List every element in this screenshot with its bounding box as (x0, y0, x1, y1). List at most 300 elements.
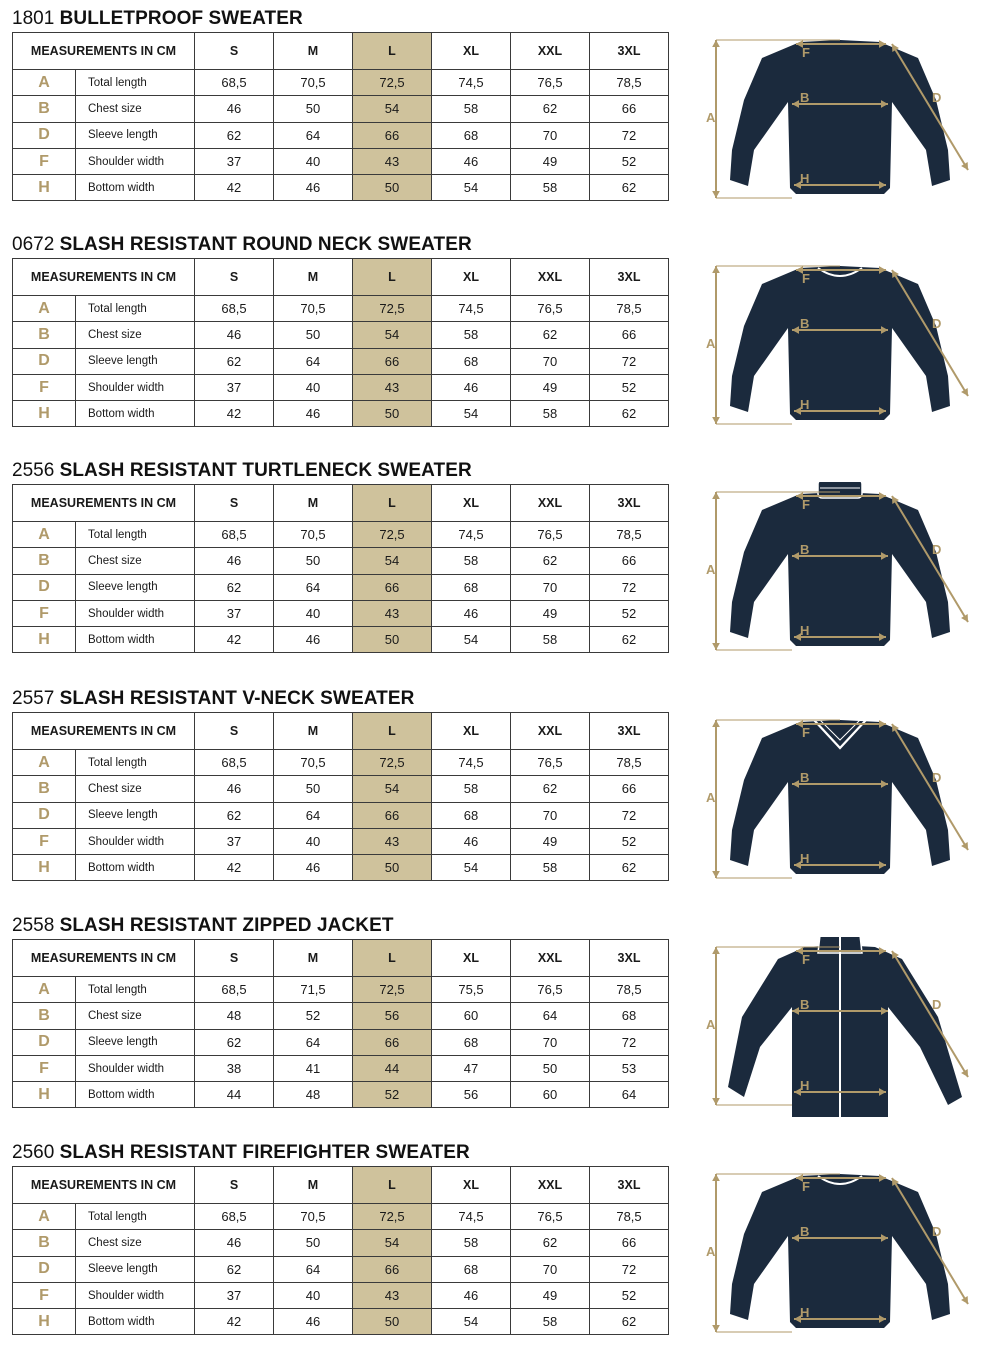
measurement-row (13, 1055, 669, 1081)
product-title (12, 8, 303, 30)
measurement-value: 46 (432, 828, 511, 854)
measurement-value: 78,5 (590, 750, 669, 776)
measurement-value: 76,5 (511, 296, 590, 322)
measurement-value: 66 (590, 1230, 669, 1256)
measurement-value: 68,5 (195, 1204, 274, 1230)
measurement-value: 70 (511, 1029, 590, 1055)
figure-label-h: H (800, 1078, 810, 1093)
size-header-xl: XL (432, 713, 511, 750)
measurement-value: 56 (432, 1082, 511, 1108)
measurement-value: 64 (274, 574, 353, 600)
figure-label-b: B (800, 542, 810, 557)
measurement-value: 64 (590, 1082, 669, 1108)
measurement-value: 70,5 (274, 70, 353, 96)
size-header-l: L (353, 713, 432, 750)
figure-label-d: D (932, 770, 942, 785)
measurement-value: 72,5 (353, 1204, 432, 1230)
measurement-letter: A (13, 1204, 76, 1230)
figure-label-a: A (706, 790, 716, 805)
total-length-arrow-head (712, 492, 720, 499)
size-header-row (13, 940, 669, 977)
measurement-value: 49 (511, 1282, 590, 1308)
size-table (12, 939, 669, 1108)
product-title (12, 688, 414, 710)
measurement-value: 41 (274, 1055, 353, 1081)
figure-label-h: H (800, 851, 810, 866)
figure-label-a: A (706, 1244, 716, 1259)
measurements-header: MEASUREMENTS IN CM (13, 940, 195, 977)
measurement-row (13, 1282, 669, 1308)
measurement-value: 46 (432, 1282, 511, 1308)
sweater-illustration (700, 256, 980, 436)
measurement-value: 46 (274, 401, 353, 427)
size-header-3xl: 3XL (590, 940, 669, 977)
size-header-s: S (195, 1167, 274, 1204)
measurement-value: 46 (274, 175, 353, 201)
measurement-value: 72,5 (353, 70, 432, 96)
measurement-row (13, 1256, 669, 1282)
measurement-value: 76,5 (511, 522, 590, 548)
measurement-label: Chest size (76, 96, 195, 122)
measurement-value: 50 (274, 776, 353, 802)
size-header-xxl: XXL (511, 259, 590, 296)
measurement-value: 70 (511, 574, 590, 600)
measurement-value: 49 (511, 148, 590, 174)
measurement-value: 53 (590, 1055, 669, 1081)
product-title (12, 1142, 470, 1164)
measurement-value: 68 (432, 122, 511, 148)
measurement-value: 62 (511, 96, 590, 122)
size-header-xl: XL (432, 485, 511, 522)
size-header-row (13, 259, 669, 296)
total-length-arrow-head (712, 1325, 720, 1332)
size-table (12, 258, 669, 427)
measurement-value: 46 (432, 148, 511, 174)
measurement-value: 58 (432, 96, 511, 122)
measurements-header: MEASUREMENTS IN CM (13, 33, 195, 70)
measurement-row (13, 776, 669, 802)
garment-figure (700, 710, 980, 890)
product-section (0, 460, 992, 675)
product-code: 2560 (12, 1142, 55, 1163)
measurement-value: 62 (195, 574, 274, 600)
measurement-value: 70 (511, 348, 590, 374)
measurement-value: 64 (274, 802, 353, 828)
measurement-value: 50 (274, 548, 353, 574)
measurement-row (13, 175, 669, 201)
measurement-label: Shoulder width (76, 600, 195, 626)
measurement-row (13, 522, 669, 548)
measurement-row (13, 1029, 669, 1055)
size-header-3xl: 3XL (590, 713, 669, 750)
measurement-label: Bottom width (76, 401, 195, 427)
measurement-value: 58 (432, 322, 511, 348)
size-header-s: S (195, 33, 274, 70)
measurement-value: 70 (511, 802, 590, 828)
measurement-letter: A (13, 977, 76, 1003)
measurement-value: 72 (590, 802, 669, 828)
sweater-body (730, 40, 950, 194)
size-header-m: M (274, 33, 353, 70)
measurement-value: 64 (274, 122, 353, 148)
measurement-value: 74,5 (432, 522, 511, 548)
size-header-s: S (195, 713, 274, 750)
measurement-value: 66 (590, 322, 669, 348)
measurement-value: 76,5 (511, 1204, 590, 1230)
measurement-value: 72,5 (353, 522, 432, 548)
measurement-value: 72 (590, 574, 669, 600)
measurement-letter: D (13, 348, 76, 374)
measurement-letter: H (13, 855, 76, 881)
measurement-row (13, 70, 669, 96)
measurement-value: 52 (590, 148, 669, 174)
sweater-illustration (700, 937, 980, 1117)
product-name: SLASH RESISTANT ROUND NECK SWEATER (59, 234, 472, 255)
measurement-value: 74,5 (432, 1204, 511, 1230)
measurement-label: Sleeve length (76, 1029, 195, 1055)
figure-label-f: F (802, 1179, 810, 1194)
measurement-value: 52 (590, 1282, 669, 1308)
measurement-label: Chest size (76, 1230, 195, 1256)
size-header-m: M (274, 1167, 353, 1204)
product-section (0, 8, 992, 223)
measurement-value: 68 (432, 1029, 511, 1055)
measurement-value: 58 (432, 548, 511, 574)
measurement-label: Sleeve length (76, 1256, 195, 1282)
product-name: SLASH RESISTANT V-NECK SWEATER (59, 688, 415, 709)
measurement-value: 37 (195, 148, 274, 174)
measurement-value: 52 (274, 1003, 353, 1029)
measurement-label: Bottom width (76, 855, 195, 881)
measurement-value: 44 (195, 1082, 274, 1108)
measurement-value: 58 (511, 627, 590, 653)
measurement-value: 78,5 (590, 70, 669, 96)
measurement-value: 66 (353, 802, 432, 828)
measurement-label: Bottom width (76, 175, 195, 201)
measurement-row (13, 600, 669, 626)
measurement-label: Shoulder width (76, 828, 195, 854)
measurement-letter: A (13, 70, 76, 96)
figure-label-d: D (932, 90, 942, 105)
measurement-value: 68,5 (195, 70, 274, 96)
measurement-value: 46 (195, 776, 274, 802)
measurement-row (13, 1204, 669, 1230)
measurement-value: 48 (195, 1003, 274, 1029)
measurement-label: Bottom width (76, 627, 195, 653)
measurement-letter: B (13, 1230, 76, 1256)
size-header-xl: XL (432, 1167, 511, 1204)
figure-label-d: D (932, 997, 942, 1012)
measurement-value: 70,5 (274, 522, 353, 548)
total-length-arrow-head (712, 1098, 720, 1105)
measurement-value: 75,5 (432, 977, 511, 1003)
measurement-value: 49 (511, 600, 590, 626)
product-section (0, 234, 992, 449)
measurement-label: Sleeve length (76, 348, 195, 374)
measurement-value: 46 (274, 627, 353, 653)
measurement-value: 54 (432, 401, 511, 427)
total-length-arrow-head (712, 871, 720, 878)
size-header-3xl: 3XL (590, 259, 669, 296)
measurement-value: 72,5 (353, 296, 432, 322)
measurement-value: 43 (353, 600, 432, 626)
measurement-value: 46 (274, 1309, 353, 1335)
product-name: SLASH RESISTANT TURTLENECK SWEATER (59, 460, 472, 481)
measurement-letter: H (13, 175, 76, 201)
measurement-value: 68 (432, 1256, 511, 1282)
measurement-row (13, 122, 669, 148)
garment-figure (700, 482, 980, 662)
measurement-value: 68 (432, 348, 511, 374)
measurement-letter: D (13, 1256, 76, 1282)
measurements-header: MEASUREMENTS IN CM (13, 713, 195, 750)
measurement-value: 70,5 (274, 1204, 353, 1230)
measurement-value: 64 (274, 1029, 353, 1055)
measurement-value: 64 (274, 1256, 353, 1282)
measurement-value: 43 (353, 1282, 432, 1308)
size-table (12, 32, 669, 201)
size-table (12, 484, 669, 653)
measurement-value: 52 (353, 1082, 432, 1108)
measurement-letter: B (13, 322, 76, 348)
measurement-value: 62 (511, 1230, 590, 1256)
measurement-letter: A (13, 296, 76, 322)
measurement-value: 40 (274, 374, 353, 400)
sweater-body (730, 492, 950, 646)
measurement-value: 54 (432, 1309, 511, 1335)
size-header-m: M (274, 713, 353, 750)
measurement-value: 50 (511, 1055, 590, 1081)
product-code: 0672 (12, 234, 55, 255)
measurement-value: 46 (195, 1230, 274, 1256)
size-header-xxl: XXL (511, 33, 590, 70)
measurement-value: 72 (590, 348, 669, 374)
measurement-value: 52 (590, 374, 669, 400)
measurement-value: 40 (274, 148, 353, 174)
size-header-row (13, 33, 669, 70)
measurement-value: 37 (195, 1282, 274, 1308)
measurement-row (13, 148, 669, 174)
measurement-value: 48 (274, 1082, 353, 1108)
total-length-arrow-head (712, 266, 720, 273)
total-length-arrow-head (712, 191, 720, 198)
measurement-value: 76,5 (511, 750, 590, 776)
product-name: SLASH RESISTANT ZIPPED JACKET (59, 915, 394, 936)
sweater-body (730, 720, 950, 874)
total-length-arrow-head (712, 40, 720, 47)
measurement-value: 66 (590, 96, 669, 122)
measurement-value: 66 (353, 122, 432, 148)
size-table (12, 1166, 669, 1335)
measurement-letter: B (13, 96, 76, 122)
figure-label-h: H (800, 623, 810, 638)
measurement-letter: B (13, 776, 76, 802)
measurement-value: 46 (274, 855, 353, 881)
figure-label-h: H (800, 1305, 810, 1320)
measurement-label: Bottom width (76, 1082, 195, 1108)
size-header-xxl: XXL (511, 1167, 590, 1204)
measurement-value: 58 (511, 175, 590, 201)
product-code: 2557 (12, 688, 55, 709)
measurement-value: 50 (353, 401, 432, 427)
figure-label-b: B (800, 90, 810, 105)
product-section (0, 688, 992, 903)
garment-figure (700, 1164, 980, 1344)
measurement-letter: B (13, 548, 76, 574)
measurement-value: 66 (353, 574, 432, 600)
measurement-value: 46 (195, 96, 274, 122)
measurement-letter: H (13, 627, 76, 653)
measurement-value: 62 (590, 627, 669, 653)
measurement-value: 58 (432, 1230, 511, 1256)
measurement-value: 50 (353, 175, 432, 201)
product-section (0, 1142, 992, 1357)
measurement-value: 62 (195, 1029, 274, 1055)
sweater-illustration (700, 482, 980, 662)
garment-figure (700, 937, 980, 1117)
measurement-value: 70 (511, 1256, 590, 1282)
measurement-value: 62 (195, 348, 274, 374)
measurement-value: 47 (432, 1055, 511, 1081)
measurement-row (13, 574, 669, 600)
total-length-arrow-head (712, 947, 720, 954)
measurement-value: 60 (432, 1003, 511, 1029)
measurement-value: 50 (274, 322, 353, 348)
measurement-value: 43 (353, 148, 432, 174)
product-code: 1801 (12, 8, 55, 29)
measurement-value: 72,5 (353, 750, 432, 776)
total-length-arrow-head (712, 1174, 720, 1181)
measurement-value: 68 (432, 802, 511, 828)
measurement-value: 50 (274, 1230, 353, 1256)
total-length-arrow-head (712, 417, 720, 424)
measurement-value: 72 (590, 1256, 669, 1282)
measurement-value: 72,5 (353, 977, 432, 1003)
measurement-value: 46 (432, 374, 511, 400)
measurement-value: 58 (432, 776, 511, 802)
size-header-m: M (274, 259, 353, 296)
measurement-value: 37 (195, 828, 274, 854)
measurement-row (13, 828, 669, 854)
size-header-row (13, 1167, 669, 1204)
measurement-value: 62 (590, 401, 669, 427)
size-header-xxl: XXL (511, 485, 590, 522)
measurement-row (13, 296, 669, 322)
measurement-value: 62 (195, 1256, 274, 1282)
measurement-value: 64 (274, 348, 353, 374)
measurement-label: Chest size (76, 548, 195, 574)
measurement-value: 52 (590, 600, 669, 626)
sweater-illustration (700, 710, 980, 890)
measurement-value: 44 (353, 1055, 432, 1081)
measurement-value: 54 (353, 322, 432, 348)
measurement-value: 42 (195, 1309, 274, 1335)
measurement-value: 40 (274, 1282, 353, 1308)
measurement-value: 62 (195, 122, 274, 148)
measurement-row (13, 348, 669, 374)
measurement-value: 70,5 (274, 750, 353, 776)
product-title (12, 234, 472, 256)
measurement-letter: H (13, 401, 76, 427)
figure-label-f: F (802, 725, 810, 740)
measurement-value: 38 (195, 1055, 274, 1081)
figure-label-a: A (706, 336, 716, 351)
measurement-value: 62 (511, 776, 590, 802)
measurement-value: 50 (353, 1309, 432, 1335)
product-title (12, 460, 472, 482)
product-title (12, 915, 394, 937)
measurement-value: 46 (195, 322, 274, 348)
measurement-row (13, 1082, 669, 1108)
measurement-row (13, 322, 669, 348)
measurements-header: MEASUREMENTS IN CM (13, 259, 195, 296)
measurement-value: 64 (511, 1003, 590, 1029)
measurement-value: 60 (511, 1082, 590, 1108)
measurement-label: Total length (76, 70, 195, 96)
measurement-value: 76,5 (511, 977, 590, 1003)
size-header-xl: XL (432, 33, 511, 70)
measurement-value: 66 (353, 348, 432, 374)
measurements-header: MEASUREMENTS IN CM (13, 485, 195, 522)
measurement-value: 43 (353, 374, 432, 400)
measurement-label: Total length (76, 977, 195, 1003)
measurement-value: 71,5 (274, 977, 353, 1003)
measurement-value: 70 (511, 122, 590, 148)
measurement-value: 68 (432, 574, 511, 600)
measurement-value: 54 (432, 175, 511, 201)
size-header-xxl: XXL (511, 940, 590, 977)
measurement-value: 49 (511, 374, 590, 400)
measurement-value: 66 (590, 776, 669, 802)
measurement-row (13, 750, 669, 776)
size-header-m: M (274, 940, 353, 977)
size-header-xl: XL (432, 259, 511, 296)
size-header-l: L (353, 940, 432, 977)
measurement-value: 68 (590, 1003, 669, 1029)
size-header-l: L (353, 1167, 432, 1204)
measurement-label: Shoulder width (76, 374, 195, 400)
measurement-label: Chest size (76, 776, 195, 802)
measurement-value: 62 (590, 855, 669, 881)
measurement-value: 54 (432, 627, 511, 653)
measurement-value: 54 (353, 548, 432, 574)
measurement-value: 72 (590, 1029, 669, 1055)
size-header-xxl: XXL (511, 713, 590, 750)
measurement-value: 54 (353, 776, 432, 802)
measurement-value: 50 (274, 96, 353, 122)
measurement-value: 78,5 (590, 296, 669, 322)
figure-label-a: A (706, 110, 716, 125)
measurement-value: 58 (511, 1309, 590, 1335)
measurement-row (13, 401, 669, 427)
measurement-label: Chest size (76, 322, 195, 348)
measurement-value: 78,5 (590, 522, 669, 548)
measurement-value: 68,5 (195, 750, 274, 776)
measurement-value: 42 (195, 175, 274, 201)
measurement-row (13, 96, 669, 122)
garment-figure (700, 30, 980, 210)
measurement-value: 42 (195, 627, 274, 653)
measurement-letter: D (13, 574, 76, 600)
sweater-body (730, 266, 950, 420)
measurement-row (13, 977, 669, 1003)
figure-label-b: B (800, 997, 810, 1012)
measurement-letter: B (13, 1003, 76, 1029)
measurement-letter: H (13, 1309, 76, 1335)
total-length-arrow-head (712, 643, 720, 650)
measurement-letter: A (13, 522, 76, 548)
sweater-body (730, 1174, 950, 1328)
